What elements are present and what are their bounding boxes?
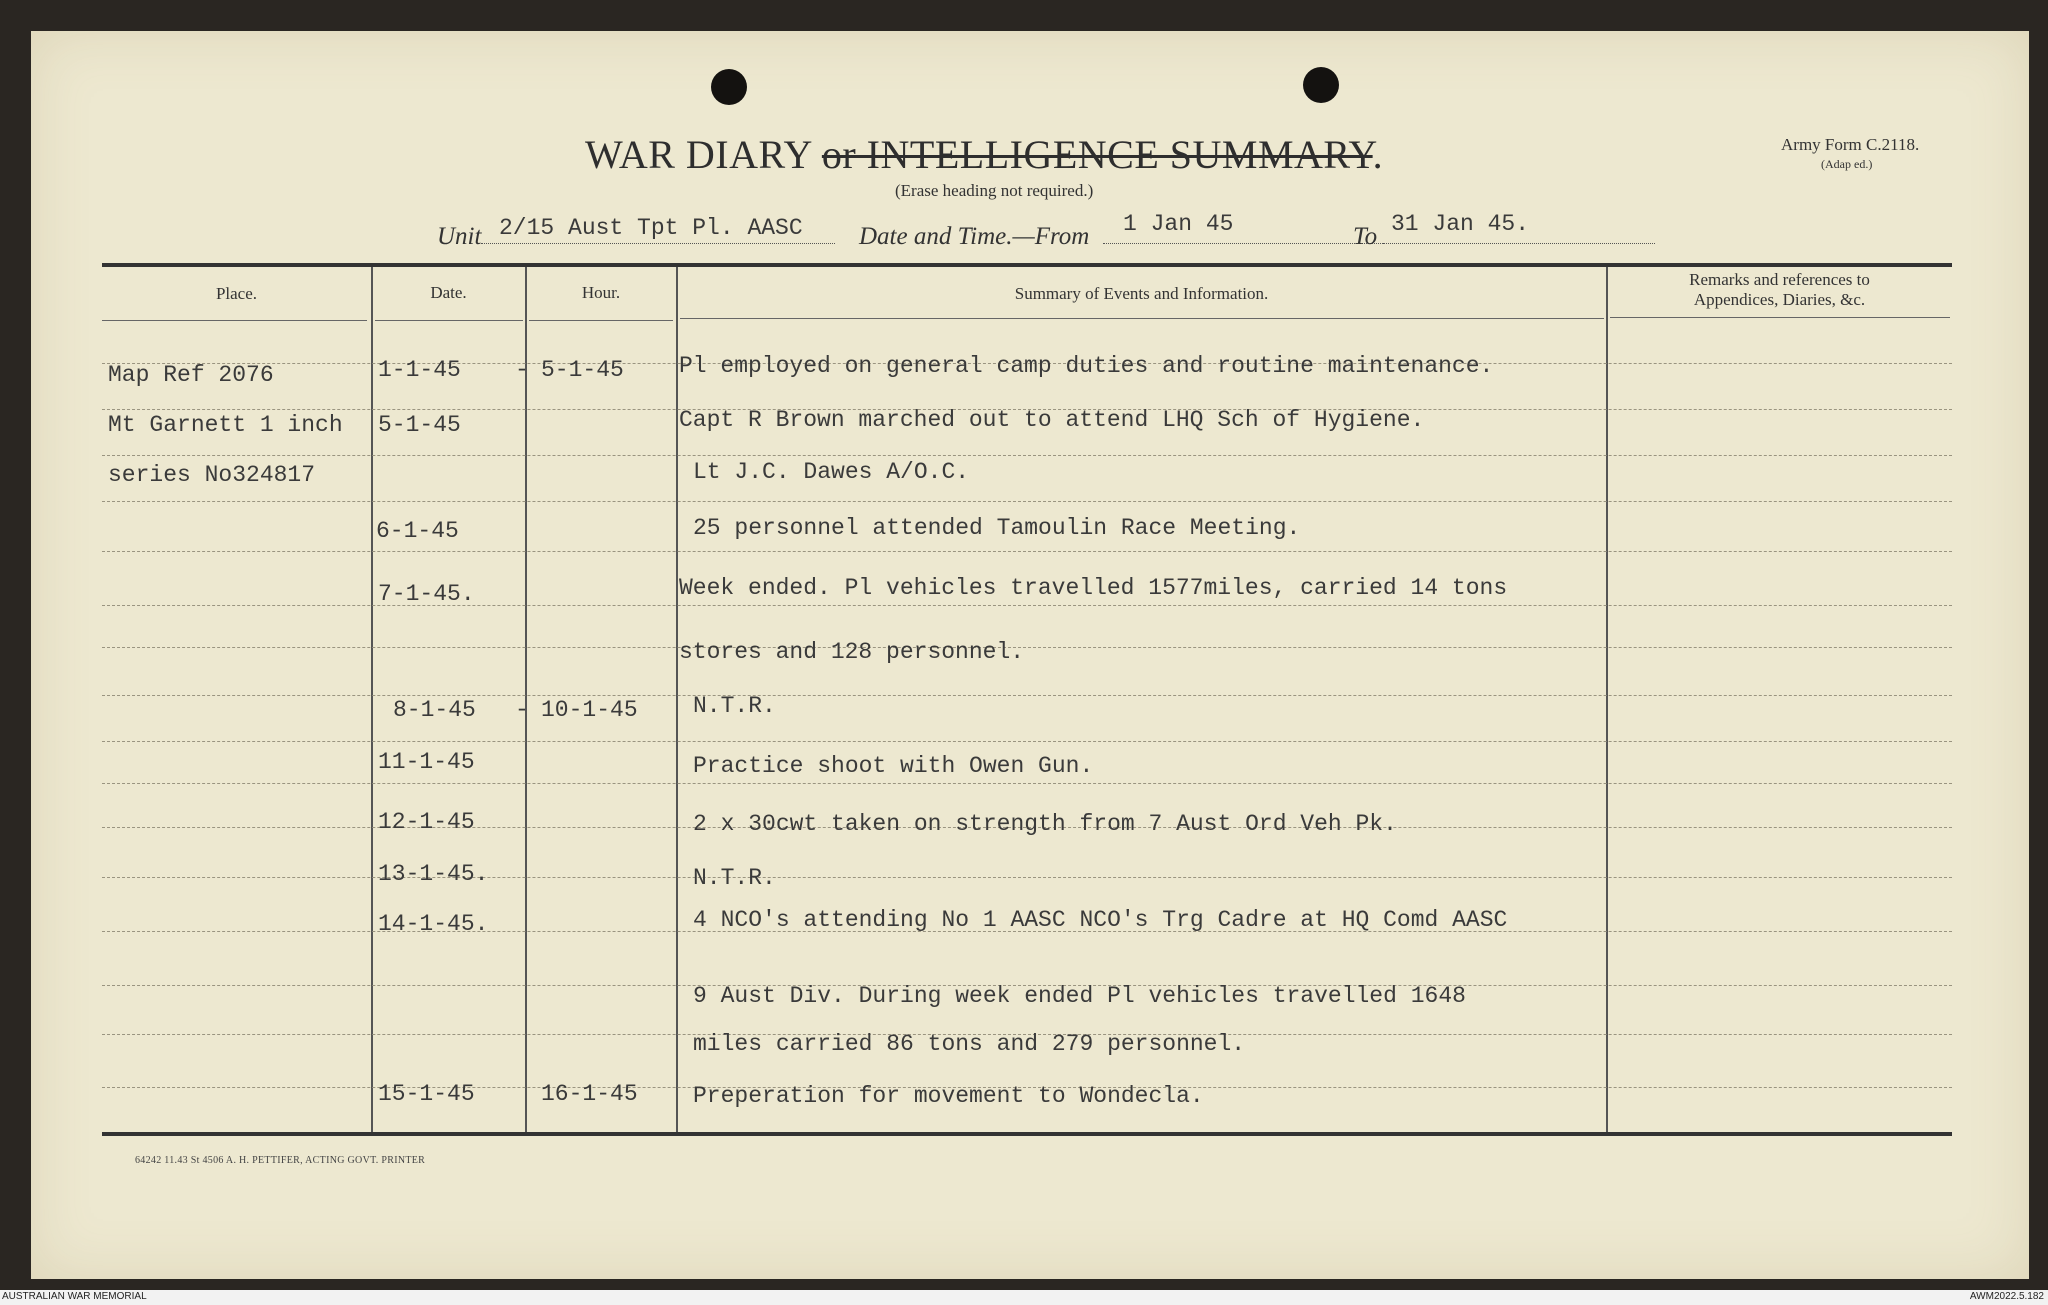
column-header-summary: Summary of Events and Information.	[1014, 284, 1269, 303]
entry-date: 7-1-45.	[378, 581, 475, 607]
entry-date: 15-1-45	[378, 1081, 475, 1107]
entry-hour: 16-1-45	[541, 1081, 638, 1107]
unit-label: Unit	[437, 223, 482, 250]
column-header-place: Place.	[215, 284, 258, 303]
title-main: WAR DIARY	[585, 132, 812, 177]
column-header-remarks-1: Remarks and references to	[1689, 270, 1870, 289]
entry-date: 11-1-45	[378, 749, 475, 775]
entry-summary: Practice shoot with Owen Gun.	[693, 753, 1094, 779]
entry-summary: N.T.R.	[693, 693, 776, 719]
column-header-hour: Hour.	[581, 283, 621, 302]
title-dot: .	[1372, 132, 1384, 177]
army-form-sub: (Adap ed.)	[1821, 157, 1873, 171]
entry-summary: N.T.R.	[693, 865, 776, 891]
entry-summary: Capt R Brown marched out to attend LHQ Sch of Hygiene.	[679, 407, 1425, 433]
title-struck: or INTELLIGENCE SUMMARY	[821, 132, 1373, 177]
column-header-remarks-2: Appendices, Diaries, &c.	[1693, 290, 1866, 309]
entry-date: 5-1-45	[378, 412, 461, 438]
printer-imprint: 64242 11.43 St 4506 A. H. PETTIFER, ACTING GOVT. PRINTER	[135, 1155, 426, 1166]
date-range-dash: -	[515, 697, 529, 723]
column-header-date: Date.	[430, 283, 467, 302]
to-value: 31 Jan 45.	[1391, 211, 1530, 237]
entry-summary: stores and 128 personnel.	[679, 639, 1025, 665]
archive-reference: AWM2022.5.182	[1969, 1291, 2044, 1302]
place-line: series No324817	[108, 462, 316, 488]
erase-note: (Erase heading not required.)	[895, 181, 1094, 200]
entry-summary: Week ended. Pl vehicles travelled 1577miles, carried 14 tons	[679, 575, 1508, 601]
place-line: Mt Garnett 1 inch	[108, 412, 343, 438]
entry-summary: 25 personnel attended Tamoulin Race Meeting.	[693, 515, 1301, 541]
page-title	[585, 131, 1383, 178]
entry-summary: miles carried 86 tons and 279 personnel.	[693, 1031, 1246, 1057]
unit-value: 2/15 Aust Tpt Pl. AASC	[499, 215, 803, 241]
entry-summary: Lt J.C. Dawes A/O.C.	[693, 459, 970, 485]
place-line: Map Ref 2076	[108, 362, 274, 388]
entry-date: 6-1-45	[376, 518, 459, 544]
punch-hole-left	[711, 69, 747, 105]
entry-summary: Preperation for movement to Wondecla.	[693, 1083, 1204, 1109]
army-form-number: Army Form C.2118.	[1781, 135, 1920, 154]
entry-summary: 9 Aust Div. During week ended Pl vehicles travelled 1648	[693, 983, 1466, 1009]
entry-summary: 2 x 30cwt taken on strength from 7 Aust Ord Veh Pk.	[693, 811, 1397, 837]
entry-date: 12-1-45	[378, 809, 475, 835]
date-range-dash: -	[515, 357, 529, 383]
diary-page	[31, 31, 2029, 1279]
entry-date: 14-1-45.	[378, 911, 489, 937]
entry-date: 1-1-45	[378, 357, 461, 383]
date-time-label: Date and Time.—From	[859, 223, 1090, 250]
from-value: 1 Jan 45	[1123, 211, 1234, 237]
entry-hour: 10-1-45	[541, 697, 638, 723]
punch-hole-right	[1303, 67, 1339, 103]
entry-summary: Pl employed on general camp duties and routine maintenance.	[679, 353, 1494, 379]
entry-hour: 5-1-45	[541, 357, 624, 383]
entry-summary: 4 NCO's attending No 1 AASC NCO's Trg Cadre at HQ Comd AASC	[693, 907, 1508, 933]
entry-date: 13-1-45.	[378, 861, 489, 887]
to-label: To	[1353, 223, 1378, 250]
entry-date: 8-1-45	[393, 697, 476, 723]
archive-strip	[0, 1290, 2048, 1305]
archive-source: AUSTRALIAN WAR MEMORIAL	[2, 1291, 147, 1302]
